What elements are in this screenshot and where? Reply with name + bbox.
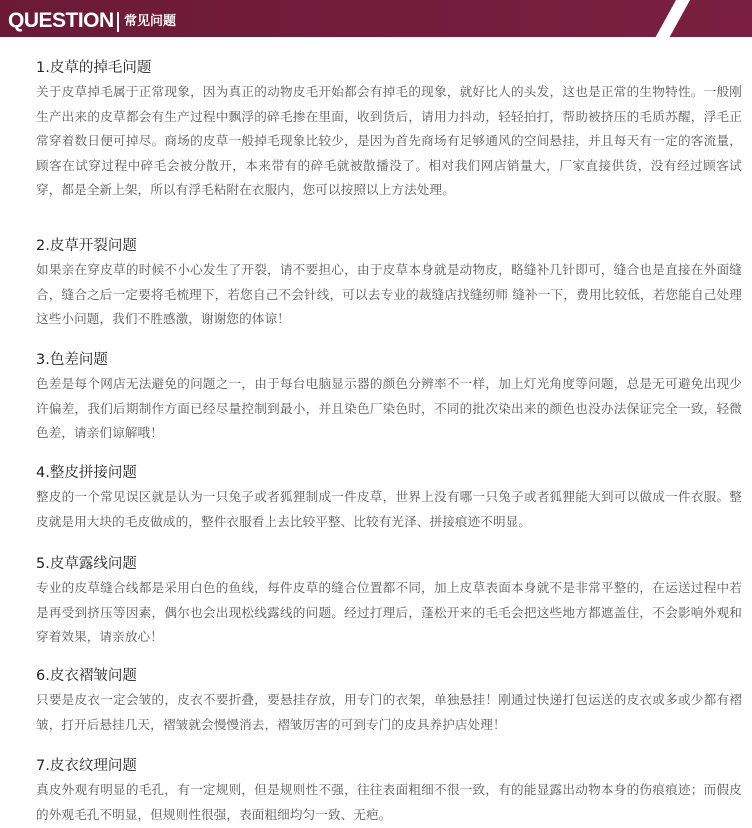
faq-item: [36, 58, 742, 203]
faq-body: 整皮的一个常见误区就是认为一只兔子或者狐狸制成一件皮草，世界上没有哪一只兔子或者狐狸能大到可以做成一件衣服。整皮就是用大块的毛皮做成的，整件衣服看上去比较平整、比较有光泽、拼接痕迹不明显。: [36, 489, 742, 529]
faq-heading: 3.色差问题: [36, 352, 108, 368]
faq-item: [36, 350, 742, 446]
header-subtitle: 常见问题: [124, 14, 177, 29]
faq-body: 如果亲在穿皮草的时候不小心发生了开裂，请不要担心，由于皮草本身就是动物皮，略缝补几针即可，缝合也是直接在外面缝合，缝合之后一定要将毛梳理下，若您自己不会针线，可以去专业的裁缝店找缝纫师 缝补一下，费用比较低，若您能自己处理这些小问题，我们不胜感激，谢谢您的体谅！: [36, 262, 742, 327]
faq-heading: 6.皮衣褶皱问题: [36, 668, 137, 684]
page-header: [0, 0, 752, 40]
faq-heading: 1.皮草的掉毛问题: [36, 60, 152, 76]
faq-heading: 5.皮草露线问题: [36, 556, 137, 572]
faq-heading: 4.整皮拼接问题: [36, 465, 137, 481]
faq-item: [36, 554, 742, 650]
faq-item: [36, 756, 742, 827]
header-title: QUESTION: [8, 9, 114, 32]
faq-item: [36, 236, 742, 332]
faq-item: [36, 666, 742, 737]
faq-body: 色差是每个网店无法避免的问题之一，由于每台电脑显示器的颜色分辨率不一样，加上灯光角度等问题，总是无可避免出现少许偏差，我们后期制作方面已经尽量控制到最小，并且染色厂染色时，不同的批次染出来的颜色也没办法保证完全一致，轻微色差，请亲们谅解哦！: [36, 376, 742, 441]
faq-body: 只要是皮衣一定会皱的，皮衣不要折叠，要悬挂存放，用专门的衣架，单独悬挂！刚通过快递打包运送的皮衣或多或少都有褶皱，打开后悬挂几天，褶皱就会慢慢消去，褶皱厉害的可到专门的皮具养护店处理！: [36, 692, 742, 732]
faq-heading: 2.皮草开裂问题: [36, 238, 137, 254]
faq-body: 关于皮草掉毛属于正常现象，因为真正的动物皮毛开始都会有掉毛的现象，就好比人的头发，这也是正常的生物特性。一般刚生产出来的皮草都会有生产过程中飘浮的碎毛掺在里面，收到货后，请用力抖动，轻轻拍打，帮助被挤压的毛质苏醒，浮毛正常穿着数日便可掉尽。商场的皮草一般掉毛现象比较少，是因为首先商场有足够通风的空间悬挂，并且每天有一定的客流量，顾客在试穿过程中碎毛会被分散开，本来带有的碎毛就被散播没了。相对我们网店销量大，厂家直接供货，没有经过顾客试穿，都是全新上架，所以有浮毛粘附在衣服内，您可以按照以上方法处理。: [36, 84, 742, 198]
faq-heading: 7.皮衣纹理问题: [36, 758, 137, 774]
faq-item: [36, 463, 742, 534]
faq-body: 真皮外观有明显的毛孔，有一定规则，但是规则性不强，往往表面粗细不很一致，有的能显露出动物本身的伤痕痕迹；而假皮的外观毛孔不明显，但规则性很强，表面粗细均匀一致、无疤。: [36, 782, 742, 822]
faq-body: 专业的皮草缝合线都是采用白色的鱼线，每件皮草的缝合位置都不同，加上皮草表面本身就不是非常平整的，在运送过程中若是再受到挤压等因素，偶尔也会出现松线露线的问题。经过打理后，蓬松开来的毛毛会把这些地方都遮盖住，不会影响外观和穿着效果，请亲放心！: [36, 580, 742, 645]
header-divider: [117, 12, 119, 32]
